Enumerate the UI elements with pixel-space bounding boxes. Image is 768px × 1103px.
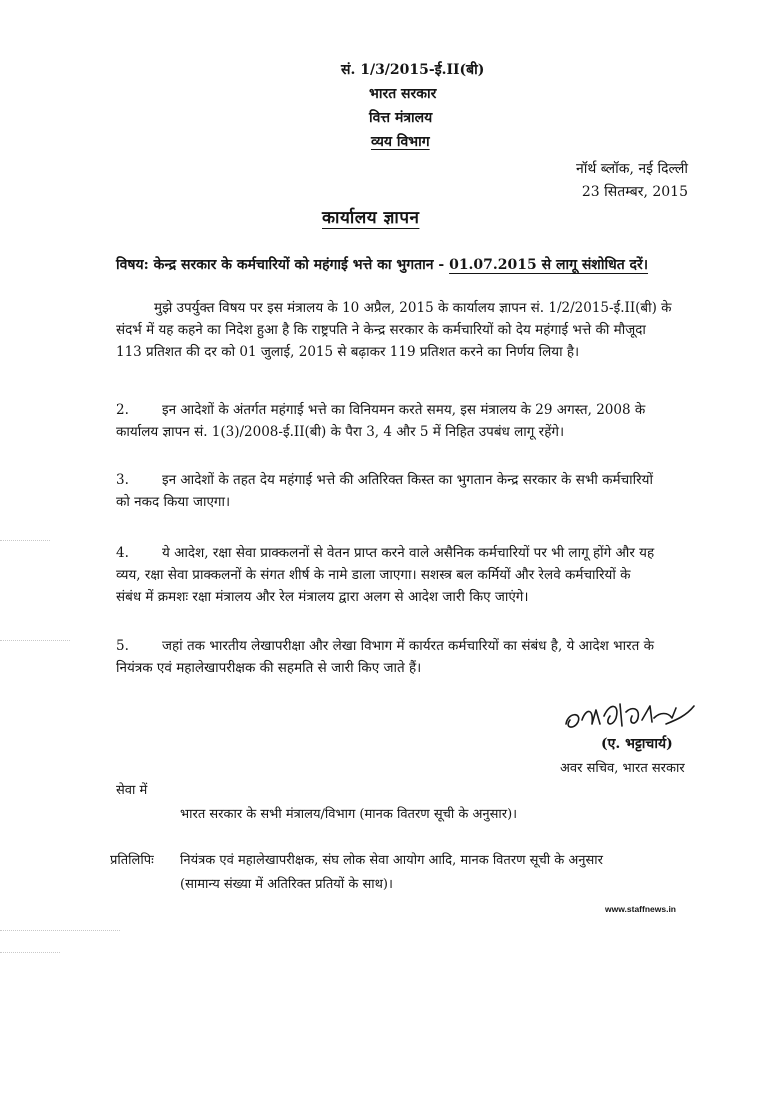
government-name: भारत सरकार [369,86,437,102]
paragraph-line: व्यय, रक्षा सेवा प्राक्कलनों के संगत शीर्ष के नामे डाला जाएगा। सशस्त्र बल कर्मियों और रेलवे कर्मचारियों के [116,567,631,583]
file-number: सं. 1/3/2015-ई.II(बी) [341,62,485,78]
signatory-name: (ए. भट्टाचार्य) [601,736,673,752]
subject-line [116,255,648,274]
memorandum-title: कार्यालय ज्ञापन [322,208,420,228]
paragraph-text: ये आदेश, रक्षा सेवा प्राक्कलनों से वेतन प्राप्त करने वाले असैनिक कर्मचारियों पर भी लागू होंगे और यह [162,545,655,561]
subject-label: विषय: [116,257,149,273]
paragraph-line [116,399,686,421]
handwritten-signature [560,694,700,738]
paragraph-number: 2. [116,402,129,418]
paragraph-line [116,635,686,657]
paragraph-line: कार्यालय ज्ञापन सं. 1(3)/2008-ई.II(बी) के पैरा 3, 4 और 5 में निहित उपबंध लागू रहेंगे। [116,424,565,440]
subject-emphasis: 01.07.2015 से लागू संशोधित दरें। [449,257,649,273]
signatory-designation: अवर सचिव, भारत सरकार [560,761,685,776]
to-label: सेवा में [116,783,148,798]
place: नॉर्थ ब्लॉक, नई दिल्ली [575,161,688,177]
paragraph-number: 4. [116,545,129,561]
paragraph-line: संदर्भ में यह कहने का निदेश हुआ है कि राष्ट्रपति ने केन्द्र सरकार के कर्मचारियों को देय महंगाई भत्ते की मौजूदा [116,322,646,338]
department-name: व्यय विभाग [371,134,430,150]
paragraph-2 [116,399,686,443]
scan-artifact [0,930,120,931]
paragraph-text: इन आदेशों के तहत देय महंगाई भत्ते की अतिरिक्त किस्त का भुगतान केन्द्र सरकार के सभी कर्मचारियों [162,472,653,488]
paragraph-text: मुझे उपर्युक्त विषय पर इस मंत्रालय के 10 अप्रैल, 2015 के कार्यालय ज्ञापन सं. 1/2/2015-ई.II(बी) के [154,300,672,316]
paragraph-4 [116,542,686,608]
paragraph-text: इन आदेशों के अंतर्गत महंगाई भत्ते का विनियमन करते समय, इस मंत्रालय के 29 अगस्त, 2008 के [162,402,646,418]
paragraph-line: संबंध में क्रमशः रक्षा मंत्रालय और रेल मंत्रालय द्वारा अलग से आदेश जारी किए जाएंगे। [116,589,529,605]
paragraph-line: को नकद किया जाएगा। [116,494,231,510]
paragraph-number: 5. [116,638,129,654]
paragraph-line [116,469,686,491]
paragraph-text: जहां तक भारतीय लेखापरीक्षा और लेखा विभाग में कार्यरत कर्मचारियों का संबंध है, ये आदेश भारत के [162,638,654,654]
scan-artifact [0,640,70,641]
paragraph-line [116,542,686,564]
ministry-name: वित्त मंत्रालय [369,110,433,126]
to-recipients: भारत सरकार के सभी मंत्रालय/विभाग (मानक वितरण सूची के अनुसार)। [180,807,518,822]
paragraph-line [116,297,686,319]
scan-artifact [0,952,60,953]
paragraph-5 [116,635,686,679]
copy-label: प्रतिलिपिः [110,853,154,868]
copy-line-2: (सामान्य संख्या में अतिरिक्त प्रतियों के साथ)। [180,877,393,892]
website-watermark: www.staffnews.in [605,904,677,914]
paragraph-line: 113 प्रतिशत की दर को 01 जुलाई, 2015 से बढ़ाकर 119 प्रतिशत करने का निर्णय लिया है। [116,344,580,360]
date: 23 सितम्बर, 2015 [581,184,688,200]
paragraph-1 [116,297,686,363]
subject-text: केन्द्र सरकार के कर्मचारियों को महंगाई भत्ते का भुगतान - [153,257,450,273]
paragraph-3 [116,469,686,513]
copy-line-1: नियंत्रक एवं महालेखापरीक्षक, संघ लोक सेवा आयोग आदि, मानक वितरण सूची के अनुसार [180,853,603,868]
scan-artifact [0,540,50,541]
paragraph-line: नियंत्रक एवं महालेखापरीक्षक की सहमति से जारी किए जाते हैं। [116,660,422,676]
paragraph-number: 3. [116,472,129,488]
